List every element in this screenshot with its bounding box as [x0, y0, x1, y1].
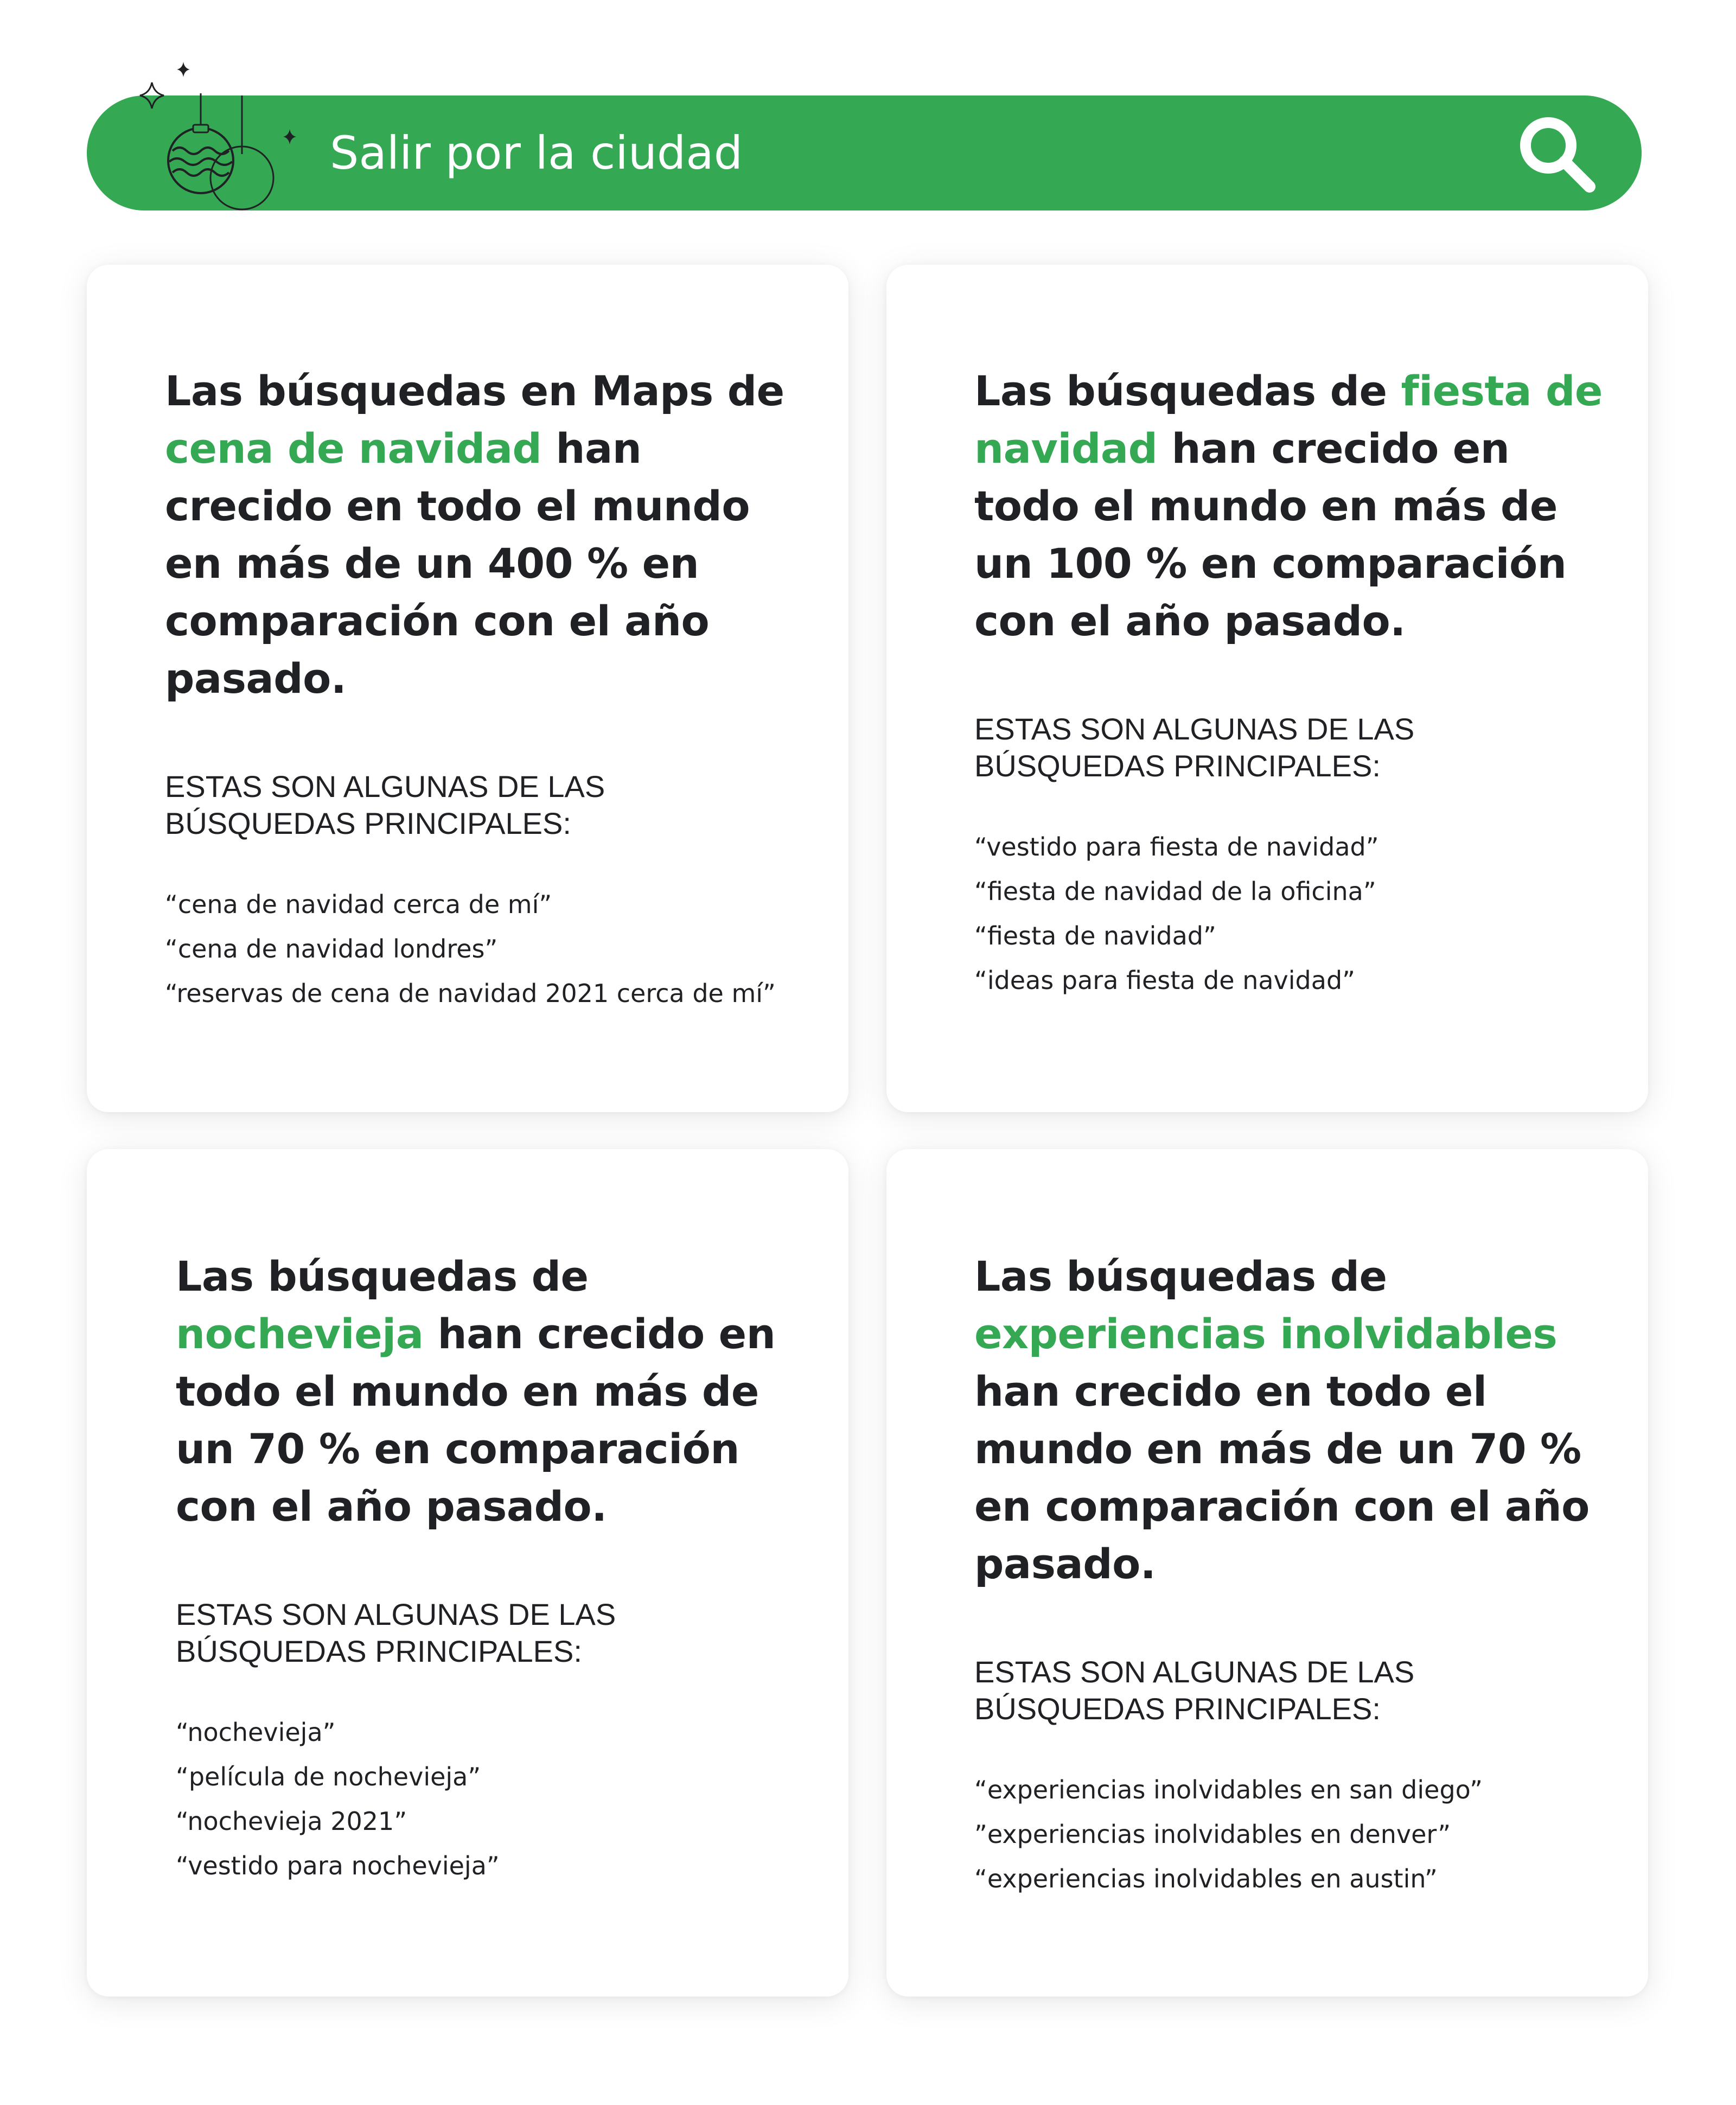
stat-card-fiesta-de-navidad — [886, 265, 1648, 1112]
stat-card-nochevieja — [87, 1149, 848, 1996]
search-query-item: “fiesta de navidad” — [974, 921, 1216, 951]
highlight-term: fiesta de navidad — [974, 367, 1603, 473]
search-query-item: “experiencias inolvidables en san diego” — [974, 1775, 1483, 1804]
sparkle-icon — [140, 82, 164, 109]
search-query-item: ”experiencias inolvidables en denver” — [974, 1820, 1451, 1849]
search-query-item: “nochevieja 2021” — [176, 1807, 407, 1836]
search-query-item: “reservas de cena de navidad 2021 cerca de mí” — [165, 979, 776, 1008]
card-headline: Las búsquedas de experiencias inolvidables han crecido en todo el mundo en más de un 70 % en comparación con el año pasado. — [974, 1252, 1590, 1588]
stat-card-experiencias-inolvidables — [886, 1149, 1648, 1996]
ornament-icon — [130, 54, 309, 217]
search-query-item: “ideas para fiesta de navidad” — [974, 966, 1355, 995]
stat-card-cena-de-navidad — [87, 265, 848, 1112]
card-headline: Las búsquedas de nochevieja han crecido en todo el mundo en más de un 70 % en comparación con el año pasado. — [176, 1252, 776, 1530]
search-query-item: “vestido para fiesta de navidad” — [974, 832, 1379, 862]
top-searches-label: ESTAS SON ALGUNAS DE LAS BÚSQUEDAS PRINCIPALES: — [974, 712, 1415, 783]
search-query-item: “película de nochevieja” — [176, 1762, 481, 1791]
top-searches-list — [974, 1768, 1614, 1901]
search-bar[interactable] — [87, 95, 1642, 210]
top-searches-list — [974, 825, 1614, 1003]
card-headline: Las búsquedas de fiesta de navidad han crecido en todo el mundo en más de un 100 % en comparación con el año pasado. — [974, 367, 1603, 645]
search-query-item: “vestido para nochevieja” — [176, 1851, 500, 1880]
card-headline: Las búsquedas en Maps de cena de navidad han crecido en todo el mundo en más de un 400 % en comparación con el año pasado. — [165, 367, 784, 703]
top-searches-list — [176, 1710, 816, 1888]
search-query-item: “nochevieja” — [176, 1718, 336, 1747]
highlight-term: cena de navidad — [165, 424, 542, 473]
top-searches-label: ESTAS SON ALGUNAS DE LAS BÚSQUEDAS PRINCIPALES: — [165, 769, 605, 840]
sparkle-icon — [283, 129, 296, 144]
search-query-item: “cena de navidad cerca de mí” — [165, 890, 552, 919]
highlight-term: experiencias inolvidables — [974, 1310, 1558, 1358]
search-query-item: “experiencias inolvidables en austin” — [974, 1864, 1438, 1893]
sparkle-icon — [177, 62, 190, 77]
top-searches-label: ESTAS SON ALGUNAS DE LAS BÚSQUEDAS PRINCIPALES: — [974, 1655, 1415, 1726]
search-query[interactable]: Salir por la ciudad — [330, 126, 743, 180]
top-searches-list — [165, 882, 805, 1016]
search-query-item: “fiesta de navidad de la oficina” — [974, 877, 1376, 906]
search-query-item: “cena de navidad londres” — [165, 934, 498, 964]
top-searches-label: ESTAS SON ALGUNAS DE LAS BÚSQUEDAS PRINCIPALES: — [176, 1597, 616, 1668]
search-icon[interactable] — [1514, 111, 1600, 197]
highlight-term: nochevieja — [176, 1310, 424, 1358]
